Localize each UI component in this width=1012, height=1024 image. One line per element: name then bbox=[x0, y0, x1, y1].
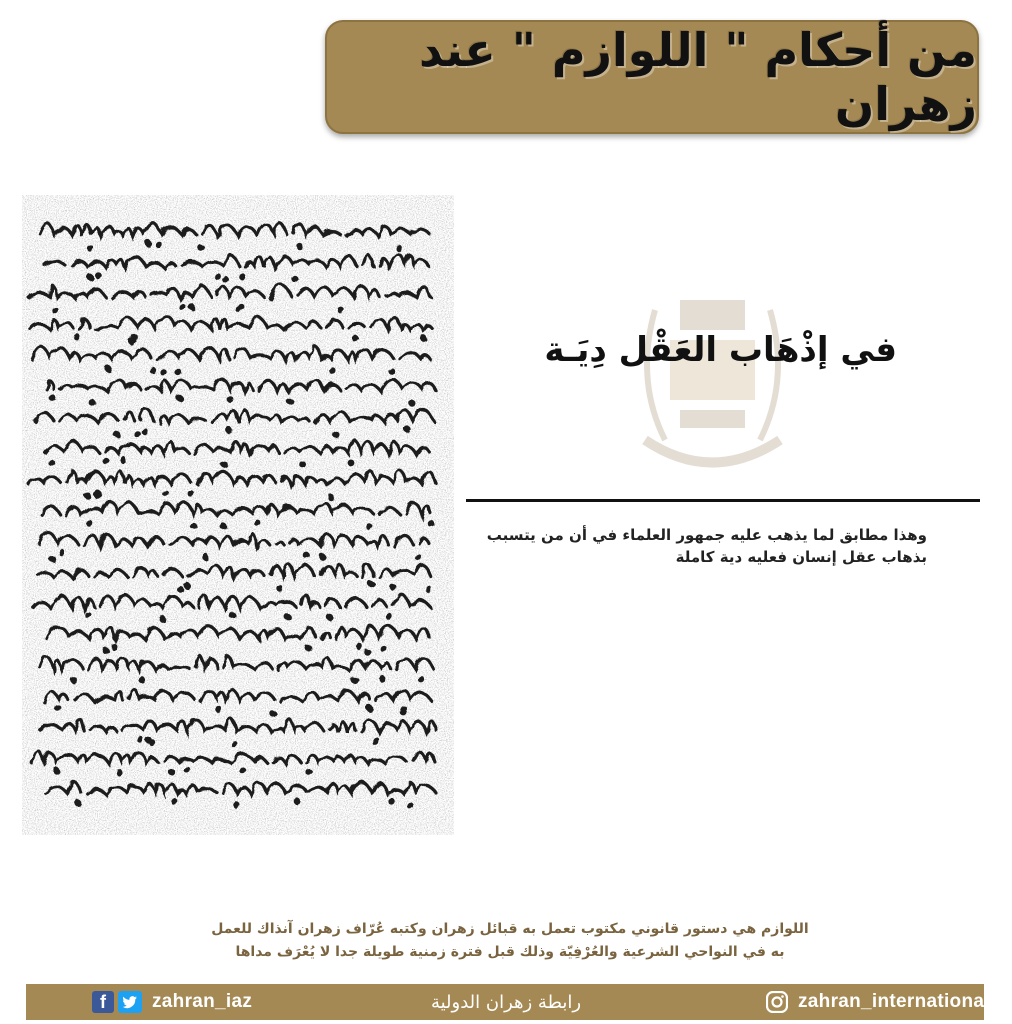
ink-dot bbox=[186, 768, 190, 772]
ink-dot bbox=[382, 648, 386, 652]
ink-dot bbox=[215, 274, 219, 278]
ink-dot bbox=[51, 397, 55, 401]
ink-dot bbox=[391, 800, 395, 804]
ink-dot bbox=[133, 338, 137, 342]
twitter-icon[interactable] bbox=[118, 991, 142, 1013]
ink-dot bbox=[151, 369, 155, 373]
ink-dot bbox=[72, 679, 76, 683]
ink-dot bbox=[401, 707, 405, 711]
ink-dot bbox=[54, 309, 58, 313]
ink-dot bbox=[74, 334, 78, 338]
ink-dot bbox=[397, 246, 401, 250]
ink-dot bbox=[147, 739, 151, 743]
organization-name: رابطة زهران الدولية bbox=[430, 991, 582, 1013]
ink-dot bbox=[241, 275, 245, 279]
ink-dot bbox=[221, 524, 225, 528]
ink-dot bbox=[143, 430, 147, 434]
facebook-icon[interactable]: f bbox=[92, 991, 114, 1013]
ink-dot bbox=[349, 461, 353, 465]
ink-dot bbox=[51, 557, 55, 561]
ink-dot bbox=[304, 553, 308, 557]
ink-dot bbox=[157, 243, 161, 247]
ink-dot bbox=[228, 429, 232, 433]
ink-dot bbox=[97, 492, 101, 496]
footer-bar bbox=[26, 984, 990, 1020]
ink-dot bbox=[339, 308, 343, 312]
ink-dot bbox=[223, 463, 227, 467]
ink-dot bbox=[235, 804, 239, 808]
emblem-watermark bbox=[625, 270, 800, 490]
social-left bbox=[92, 984, 252, 1020]
ink-dot bbox=[85, 493, 89, 497]
topic-heading: في إذْهَاب العَقْل دِيَـة bbox=[544, 330, 897, 370]
social-right bbox=[766, 984, 990, 1020]
page-title: من أحكام " اللوازم " عند زهران bbox=[419, 23, 977, 131]
ink-dot bbox=[54, 769, 58, 773]
ink-dot bbox=[170, 770, 174, 774]
footnote bbox=[150, 918, 870, 964]
ink-dot bbox=[122, 458, 126, 462]
ink-dot bbox=[107, 367, 111, 371]
ink-dot bbox=[331, 369, 335, 373]
ink-dot bbox=[87, 614, 91, 618]
ink-dot bbox=[224, 278, 228, 282]
ink-dot bbox=[233, 743, 237, 747]
ink-dot bbox=[192, 524, 196, 528]
ink-dot bbox=[427, 588, 431, 592]
ink-dot bbox=[241, 769, 245, 773]
ink-dot bbox=[180, 305, 184, 309]
ink-dot bbox=[365, 650, 369, 654]
divider-line bbox=[466, 499, 980, 502]
ink-dot bbox=[353, 336, 357, 340]
ink-dot bbox=[292, 277, 296, 281]
ink-dot bbox=[370, 583, 374, 587]
ink-dot bbox=[162, 370, 166, 374]
ink-dot bbox=[392, 586, 396, 590]
twitter-handle[interactable]: zahran_iaz bbox=[152, 991, 253, 1012]
ink-dot bbox=[410, 401, 414, 405]
description-line: بذهاب عقل إنسان فعليه دية كاملة bbox=[675, 548, 927, 566]
ink-dot bbox=[161, 618, 165, 622]
ink-dot bbox=[422, 336, 426, 340]
ink-dot bbox=[146, 242, 150, 246]
ink-dot bbox=[387, 614, 391, 618]
ink-dot bbox=[298, 245, 302, 249]
ink-dot bbox=[112, 645, 116, 649]
ink-dot bbox=[328, 615, 332, 619]
ink-dot bbox=[419, 677, 423, 681]
instagram-icon[interactable] bbox=[766, 991, 788, 1013]
ink-dot bbox=[140, 678, 144, 682]
ink-dot bbox=[375, 739, 379, 743]
ink-dot bbox=[406, 428, 410, 432]
ink-dot bbox=[178, 587, 182, 591]
ink-dot bbox=[51, 462, 55, 466]
ink-dot bbox=[115, 433, 119, 437]
ink-dot bbox=[285, 615, 289, 619]
ink-dot bbox=[90, 401, 94, 405]
description bbox=[487, 524, 927, 568]
ink-dot bbox=[178, 397, 182, 401]
ink-dot bbox=[164, 491, 168, 495]
ink-dot bbox=[76, 801, 80, 805]
ink-dot bbox=[429, 521, 433, 525]
ink-dot bbox=[89, 276, 93, 280]
footnote-line: به في النواحي الشرعية والعُرْفِيّة وذلك قبل فترة زمنية طويلة جدا لا يُعْرَف مداها bbox=[235, 944, 785, 960]
ink-dot bbox=[185, 584, 189, 588]
ink-dot bbox=[271, 712, 275, 716]
ink-dot bbox=[381, 677, 385, 681]
ink-dot bbox=[176, 370, 180, 374]
ink-dot bbox=[117, 770, 121, 774]
ink-dot bbox=[278, 587, 282, 591]
ink-dot bbox=[321, 555, 325, 559]
ink-dot bbox=[229, 398, 233, 402]
instagram-handle[interactable]: zahran_international bbox=[798, 991, 990, 1012]
ink-dot bbox=[87, 521, 91, 525]
ink-dot bbox=[103, 648, 107, 652]
ink-dot bbox=[56, 707, 60, 711]
ink-dot bbox=[296, 801, 300, 805]
ink-dot bbox=[308, 771, 312, 775]
ink-dot bbox=[367, 525, 371, 529]
ink-dot bbox=[203, 555, 207, 559]
ink-dot bbox=[199, 246, 203, 250]
ink-dot bbox=[188, 491, 192, 495]
ink-dot bbox=[329, 495, 333, 499]
ink-dot bbox=[357, 644, 361, 648]
ink-dot bbox=[368, 706, 372, 710]
ink-dot bbox=[172, 800, 176, 804]
footnote-line: اللوازم هي دستور قانوني مكتوب تعمل به قبائل زهران وكتبه عُرّاف زهران آنذاك للعمل bbox=[211, 921, 809, 937]
ink-dot bbox=[239, 305, 243, 309]
ink-dot bbox=[307, 647, 311, 651]
ink-dot bbox=[390, 369, 394, 373]
ink-dot bbox=[89, 247, 93, 251]
ink-dot bbox=[190, 305, 194, 309]
ink-dot bbox=[256, 521, 260, 525]
ink-dot bbox=[97, 274, 101, 278]
ink-dot bbox=[105, 460, 109, 464]
ink-dot bbox=[416, 555, 420, 559]
ink-dot bbox=[408, 803, 412, 807]
manuscript-image bbox=[22, 195, 454, 835]
description-line: وهذا مطابق لما يذهب عليه جمهور العلماء في أن من يتسبب bbox=[486, 526, 927, 544]
ink-dot bbox=[138, 737, 142, 741]
title-banner bbox=[325, 20, 979, 134]
ink-dot bbox=[300, 462, 304, 466]
ink-dot bbox=[230, 613, 234, 617]
ink-dot bbox=[60, 551, 64, 555]
ink-dot bbox=[334, 433, 338, 437]
ink-dot bbox=[351, 677, 355, 681]
ink-dot bbox=[136, 433, 140, 437]
ink-dot bbox=[216, 707, 220, 711]
ink-dot bbox=[288, 399, 292, 403]
